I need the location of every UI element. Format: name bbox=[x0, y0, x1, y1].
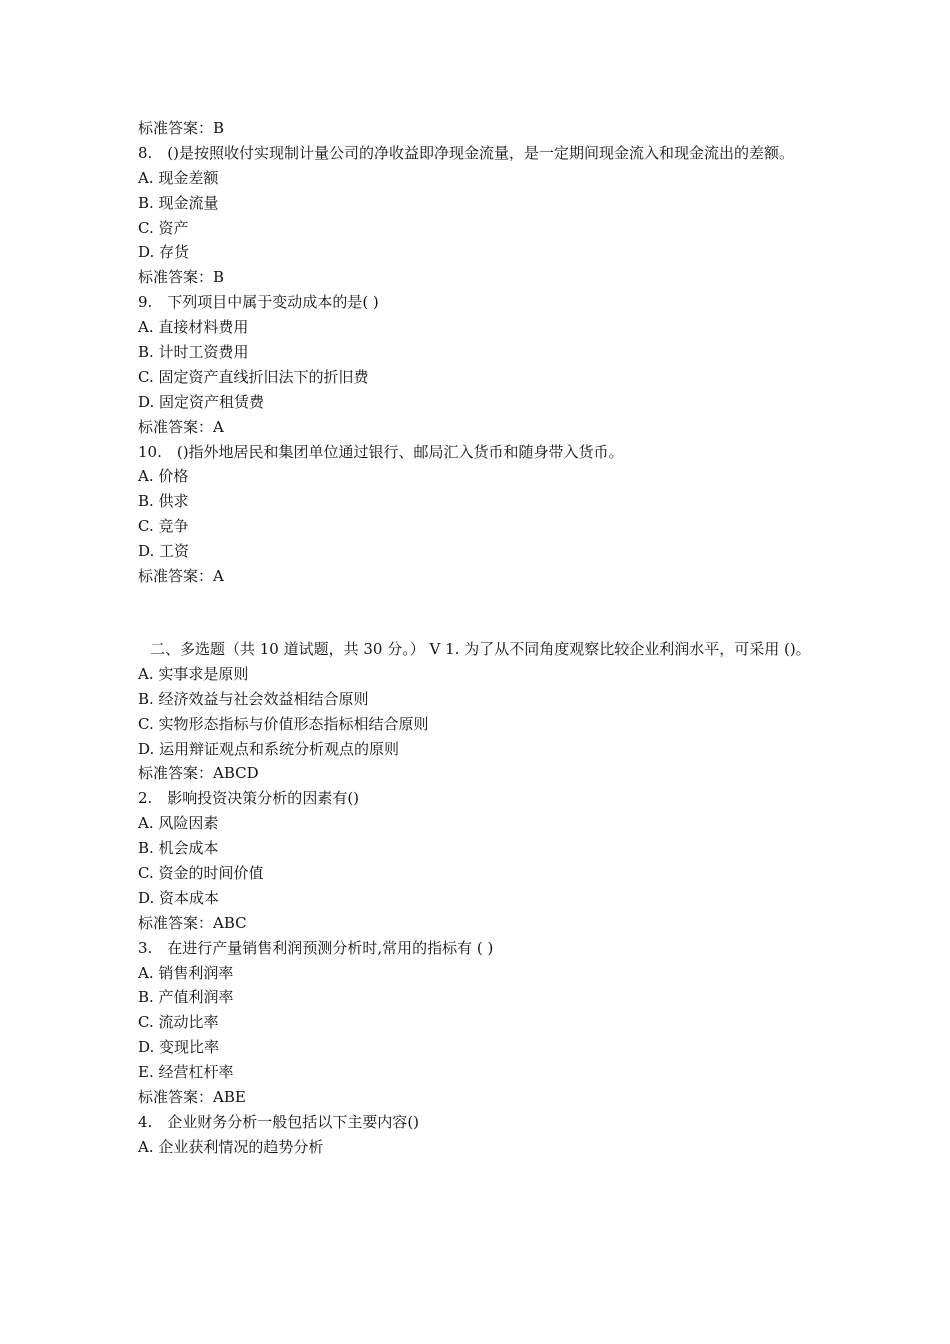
section-heading: 二、多选题（共 10 道试题，共 30 分。） V 1. 为了从不同角度观察比较企业利润水平，可采用 ()。 bbox=[150, 639, 811, 658]
option-line: B. 计时工资费用 bbox=[138, 343, 249, 362]
question-line: 2. 影响投资决策分析的因素有() bbox=[138, 789, 360, 808]
option-line: E. 经营杠杆率 bbox=[138, 1063, 234, 1082]
answer-line: 标准答案：A bbox=[138, 567, 224, 586]
option-line: B. 经济效益与社会效益相结合原则 bbox=[138, 689, 369, 708]
question-line: 10. ()指外地居民和集团单位通过银行、邮局汇入货币和随身带入货币。 bbox=[138, 442, 624, 461]
option-line: A. 企业获利情况的趋势分析 bbox=[138, 1137, 324, 1156]
question-line: 3. 在进行产量销售利润预测分析时,常用的指标有 ( ) bbox=[138, 938, 494, 957]
option-line: A. 价格 bbox=[138, 467, 189, 486]
option-line: A. 直接材料费用 bbox=[138, 318, 249, 337]
option-line: B. 供求 bbox=[138, 492, 189, 511]
option-line: C. 固定资产直线折旧法下的折旧费 bbox=[138, 367, 369, 386]
section-gap bbox=[138, 589, 818, 637]
option-line: D. 变现比率 bbox=[138, 1038, 220, 1057]
option-line: D. 固定资产租赁费 bbox=[138, 392, 265, 411]
answer-line: 标准答案：A bbox=[138, 417, 224, 436]
question-line: 4. 企业财务分析一般包括以下主要内容() bbox=[138, 1112, 420, 1131]
option-line: A. 实事求是原则 bbox=[138, 664, 249, 683]
answer-line: 标准答案：ABE bbox=[138, 1087, 246, 1106]
answer-line: 标准答案：B bbox=[138, 119, 225, 137]
option-line: B. 机会成本 bbox=[138, 839, 219, 858]
option-line: C. 流动比率 bbox=[138, 1013, 219, 1032]
option-line: D. 工资 bbox=[138, 542, 190, 561]
option-line: D. 存货 bbox=[138, 243, 190, 262]
option-line: C. 资产 bbox=[138, 218, 189, 237]
option-line: B. 现金流量 bbox=[138, 193, 219, 212]
option-line: A. 风险因素 bbox=[138, 814, 219, 833]
option-line: C. 竞争 bbox=[138, 517, 189, 536]
option-line: D. 资本成本 bbox=[138, 888, 220, 907]
option-line: C. 资金的时间价值 bbox=[138, 863, 264, 882]
option-line: A. 现金差额 bbox=[138, 168, 219, 187]
answer-line: 标准答案：ABC bbox=[138, 913, 247, 932]
option-line: D. 运用辩证观点和系统分析观点的原则 bbox=[138, 739, 400, 758]
document-page bbox=[138, 116, 818, 1160]
option-line: A. 销售利润率 bbox=[138, 963, 234, 982]
option-line: C. 实物形态指标与价值形态指标相结合原则 bbox=[138, 714, 429, 733]
question-line: 8. ()是按照收付实现制计量公司的净收益即净现金流量，是一定期间现金流入和现金流出的差额。 bbox=[138, 143, 795, 162]
question-line: 9. 下列项目中属于变动成本的是( ) bbox=[138, 293, 379, 312]
answer-line: 标准答案：B bbox=[138, 268, 225, 287]
answer-line: 标准答案：ABCD bbox=[138, 764, 259, 783]
option-line: B. 产值利润率 bbox=[138, 988, 234, 1007]
